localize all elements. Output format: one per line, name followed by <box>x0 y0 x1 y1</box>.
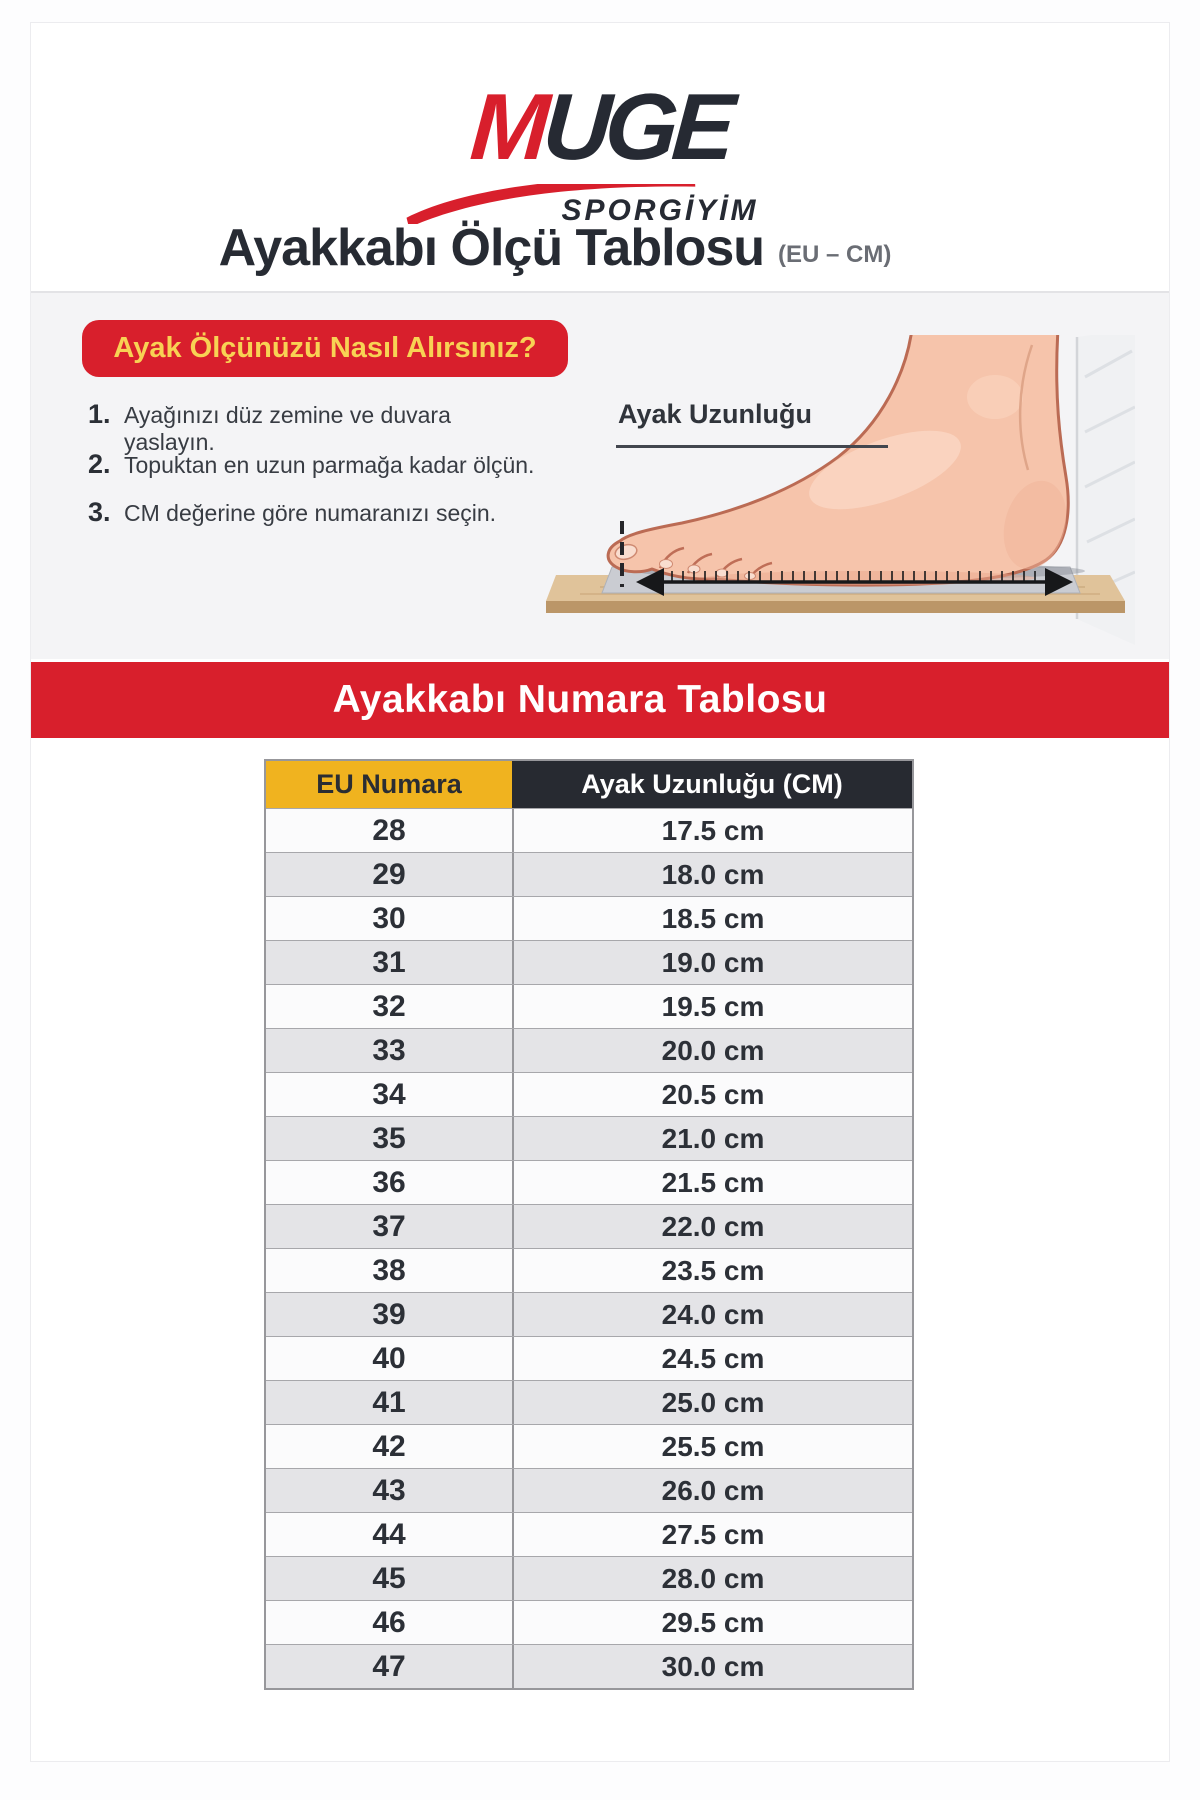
cm-length-cell: 18.5 cm <box>661 902 765 934</box>
table-row <box>266 1600 912 1644</box>
table-row <box>266 1072 912 1116</box>
cm-length-cell: 24.0 cm <box>661 1298 765 1330</box>
eu-size-cell: 41 <box>266 1381 514 1424</box>
table-row <box>266 1556 912 1600</box>
table-row <box>266 1160 912 1204</box>
eu-size-cell: 39 <box>266 1293 514 1336</box>
eu-size-cell: 43 <box>266 1469 514 1512</box>
howto-step-3 <box>88 497 548 528</box>
eu-size-cell: 46 <box>266 1601 514 1644</box>
table-row <box>266 1248 912 1292</box>
table-row <box>266 1380 912 1424</box>
table-row <box>266 1292 912 1336</box>
eu-size-cell: 38 <box>266 1249 514 1292</box>
foot-length-underline <box>616 445 888 448</box>
brand-subtitle: SPORGİYİM <box>561 194 759 227</box>
cm-length-cell: 23.5 cm <box>661 1254 765 1286</box>
cm-length-cell: 19.5 cm <box>661 990 765 1022</box>
howto-step-1 <box>88 399 548 456</box>
eu-size-cell: 36 <box>266 1161 514 1204</box>
page-title-units: (EU – CM) <box>778 241 892 269</box>
table-row <box>266 1336 912 1380</box>
table-row <box>266 1424 912 1468</box>
cm-length-cell: 20.0 cm <box>661 1034 765 1066</box>
eu-size-cell: 32 <box>266 985 514 1028</box>
howto-banner-text: Ayak Ölçünüzü Nasıl Alırsınız? <box>113 332 537 364</box>
eu-size-cell: 42 <box>266 1425 514 1468</box>
brand-wordmark <box>467 74 733 179</box>
eu-size-cell: 45 <box>266 1557 514 1600</box>
eu-size-cell: 44 <box>266 1513 514 1556</box>
eu-size-cell: 33 <box>266 1029 514 1072</box>
eu-size-cell: 40 <box>266 1337 514 1380</box>
brand-wordmark-accent: M <box>467 74 548 179</box>
cm-length-cell: 29.5 cm <box>661 1606 765 1638</box>
table-row <box>266 1644 912 1688</box>
eu-size-cell: 31 <box>266 941 514 984</box>
cm-length-cell: 25.5 cm <box>661 1430 765 1462</box>
cm-length-cell: 17.5 cm <box>661 814 765 846</box>
cm-length-cell: 26.0 cm <box>661 1474 765 1506</box>
step-number: 2. <box>88 449 111 479</box>
header-eu-numara: EU Numara <box>266 761 512 808</box>
table-row <box>266 1512 912 1556</box>
cm-length-cell: 20.5 cm <box>661 1078 765 1110</box>
size-table-header <box>266 761 912 808</box>
cm-length-cell: 21.0 cm <box>661 1122 765 1154</box>
eu-size-cell: 28 <box>266 809 514 852</box>
cm-length-cell: 27.5 cm <box>661 1518 765 1550</box>
foot-illustration-graphic <box>540 335 1135 657</box>
step-text: Topuktan en uzun parmağa kadar ölçün. <box>124 452 535 478</box>
cm-length-cell: 19.0 cm <box>661 946 765 978</box>
page-title: Ayakkabı Ölçü Tablosu <box>218 219 765 277</box>
table-row <box>266 896 912 940</box>
cm-length-cell: 21.5 cm <box>661 1166 765 1198</box>
table-row <box>266 984 912 1028</box>
cm-length-cell: 30.0 cm <box>661 1650 765 1682</box>
table-row <box>266 852 912 896</box>
foot-measure-illustration <box>540 335 1135 657</box>
eu-size-cell: 34 <box>266 1073 514 1116</box>
foot-length-label: Ayak Uzunluğu <box>618 399 813 429</box>
cm-length-cell: 25.0 cm <box>661 1386 765 1418</box>
eu-size-cell: 30 <box>266 897 514 940</box>
cm-length-cell: 28.0 cm <box>661 1562 765 1594</box>
header-ayak-uzunlugu: Ayak Uzunluğu (CM) <box>512 761 912 808</box>
size-table-body <box>266 808 912 1688</box>
cm-length-cell: 22.0 cm <box>661 1210 765 1242</box>
step-number: 3. <box>88 497 111 527</box>
howto-step-2 <box>88 449 548 480</box>
eu-size-cell: 29 <box>266 853 514 896</box>
table-row <box>266 940 912 984</box>
cm-length-cell: 24.5 cm <box>661 1342 765 1374</box>
size-table <box>264 759 914 1690</box>
cm-length-cell: 18.0 cm <box>661 858 765 890</box>
table-row <box>266 1468 912 1512</box>
table-row <box>266 1204 912 1248</box>
step-number: 1. <box>88 399 111 429</box>
page-title-row <box>0 220 1200 277</box>
brand-wordmark-rest: UGE <box>539 74 733 179</box>
eu-size-cell: 37 <box>266 1205 514 1248</box>
step-text: CM değerine göre numaranızı seçin. <box>124 500 497 526</box>
table-row <box>266 1028 912 1072</box>
size-table-banner-text: Ayakkabı Numara Tablosu <box>332 678 828 721</box>
howto-banner <box>82 320 568 377</box>
eu-size-cell: 35 <box>266 1117 514 1160</box>
table-row <box>266 808 912 852</box>
brand-logo <box>390 74 810 240</box>
eu-size-cell: 47 <box>266 1645 514 1688</box>
table-row <box>266 1116 912 1160</box>
size-table-banner <box>31 662 1169 738</box>
step-text: Ayağınızı düz zemine ve duvara yaslayın. <box>124 402 451 455</box>
